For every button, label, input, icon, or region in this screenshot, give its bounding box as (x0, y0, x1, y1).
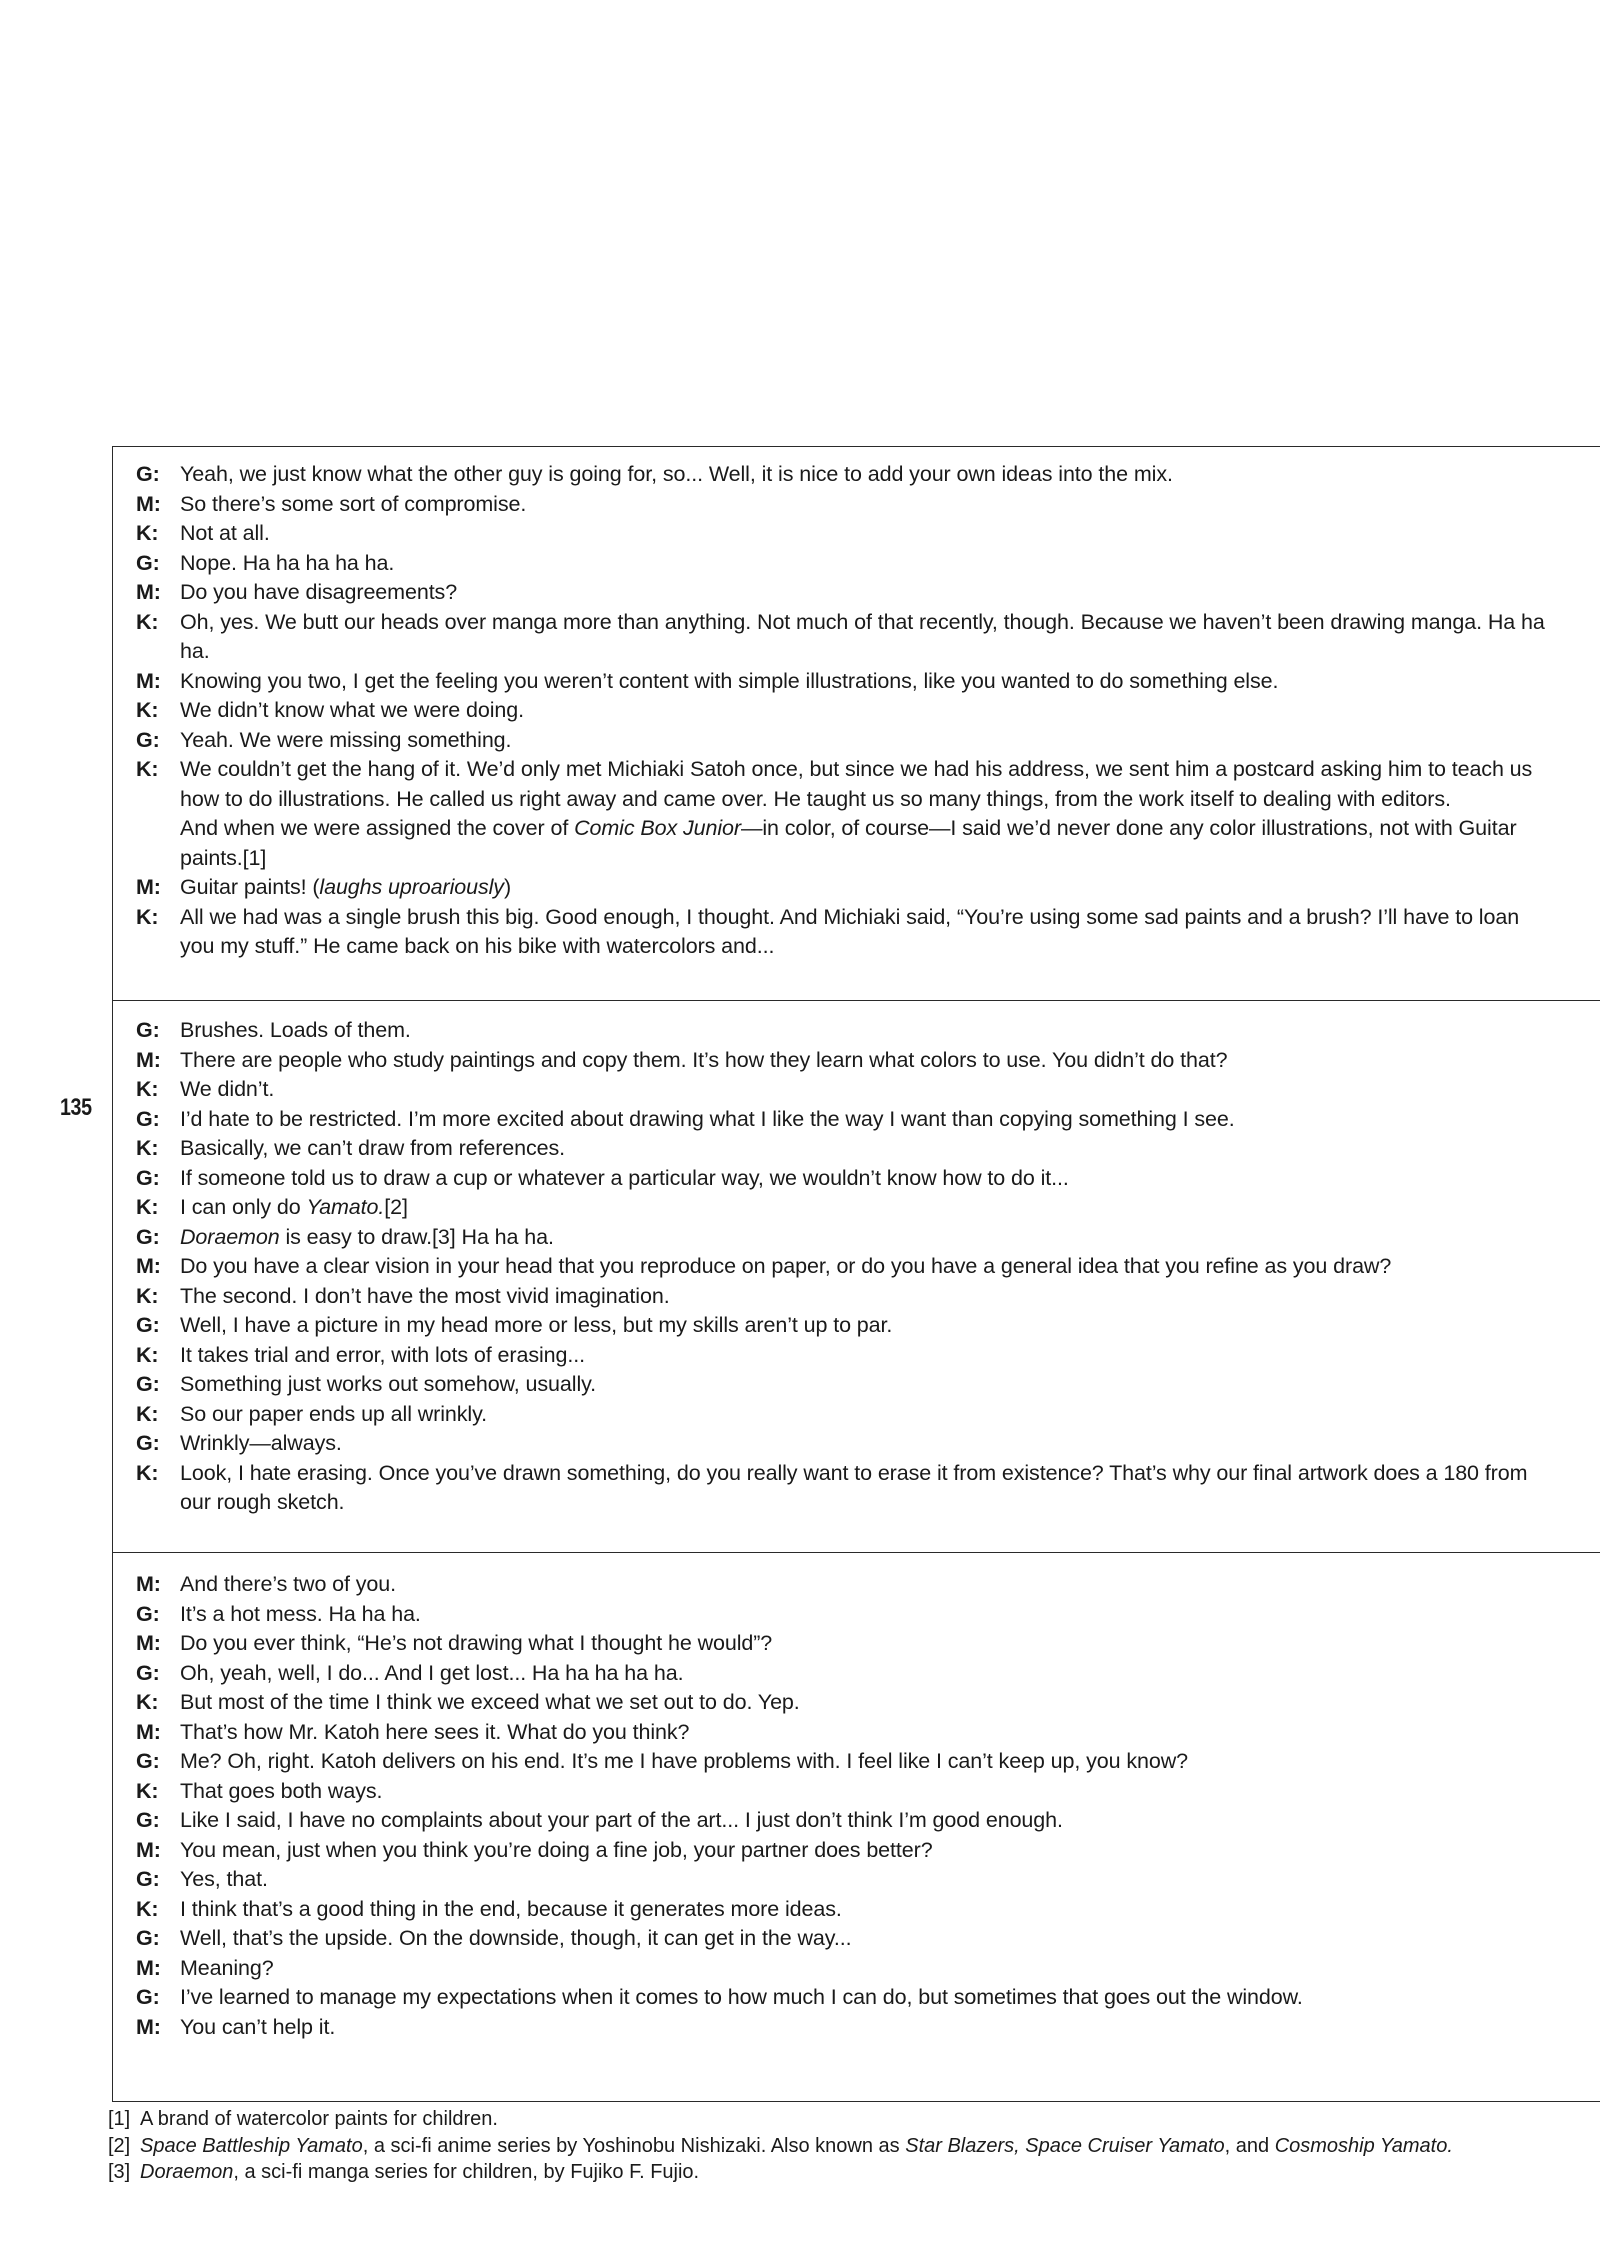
dialogue-text: If someone told us to draw a cup or whatever a particular way, we wouldn’t know how to do it... (180, 1165, 1069, 1190)
footnote-number: [2] (108, 2134, 131, 2157)
dialogue-text: Wrinkly—always. (180, 1431, 342, 1455)
dialogue-text: That goes both ways. (180, 1778, 383, 1803)
speaker-label: G: (136, 1749, 160, 1773)
dialogue-line (136, 1954, 1556, 1984)
speaker-label: K: (136, 1136, 159, 1160)
dialogue-text: We didn’t know what we were doing. (180, 698, 524, 722)
dialogue-text: Knowing you two, I get the feeling you weren’t content with simple illustrations, like you wanted to do something else. (180, 668, 1279, 693)
footnotes (108, 2106, 1568, 2186)
speaker-label: G: (136, 462, 160, 486)
dialogue-line (136, 1806, 1556, 1836)
speaker-label: M: (136, 875, 161, 899)
dialogue-text: Me? Oh, right. Katoh delivers on his end. It’s me I have problems with. I feel like I can’t keep up, you know? (180, 1749, 1188, 1773)
dialogue-text: Do you have disagreements? (180, 580, 458, 604)
dialogue-text: Do you have a clear vision in your head that you reproduce on paper, or do you have a general idea that you refine as you draw? (180, 1254, 1392, 1278)
speaker-label: M: (136, 580, 161, 604)
dialogue-line (136, 1659, 1556, 1689)
dialogue-line (136, 1016, 1556, 1046)
dialogue-text: Brushes. Loads of them. (180, 1018, 411, 1042)
speaker-label: M: (136, 668, 161, 693)
speaker-label: K: (136, 1778, 159, 1803)
speaker-label: G: (136, 1601, 160, 1626)
dialogue-line (136, 1836, 1556, 1866)
speaker-label: G: (136, 1808, 160, 1832)
footnote-number: [3] (108, 2161, 131, 2183)
dialogue-line (136, 2013, 1556, 2043)
dialogue-line (136, 1164, 1556, 1194)
speaker-label: M: (136, 1572, 161, 1596)
section-divider (112, 1552, 1600, 1553)
footnote (108, 2159, 1568, 2186)
speaker-label: K: (136, 1077, 159, 1101)
dialogue-line (136, 814, 1556, 873)
dialogue-text: That’s how Mr. Katoh here sees it. What do you think? (180, 1719, 690, 1744)
speaker-label: K: (136, 1401, 159, 1426)
dialogue-text: Oh, yeah, well, I do... And I get lost... Ha ha ha ha ha. (180, 1660, 684, 1685)
dialogue-line (136, 1075, 1556, 1105)
dialogue-line (136, 1046, 1556, 1076)
dialogue-line (136, 755, 1556, 814)
speaker-label: M: (136, 1719, 161, 1744)
dialogue-text: Like I said, I have no complaints about your part of the art... I just don’t think I’m good enough. (180, 1808, 1063, 1832)
dialogue-text: So our paper ends up all wrinkly. (180, 1401, 488, 1426)
dialogue-line (136, 873, 1556, 903)
dialogue-line (136, 903, 1556, 962)
dialogue-line (136, 1600, 1556, 1630)
dialogue-line (136, 549, 1556, 579)
dialogue-line (136, 578, 1556, 608)
dialogue-text: Do you ever think, “He’s not drawing what I thought he would”? (180, 1631, 773, 1655)
speaker-label: G: (136, 1660, 160, 1685)
speaker-label: M: (136, 1254, 161, 1278)
speaker-label: K: (136, 698, 159, 722)
speaker-label: K: (136, 904, 159, 929)
speaker-label: K: (136, 1896, 159, 1921)
dialogue-text: I’d hate to be restricted. I’m more excited about drawing what I like the way I want than copying something I see. (180, 1106, 1235, 1131)
speaker-label: M: (136, 2014, 161, 2039)
speaker-label: G: (136, 1165, 160, 1190)
speaker-label: M: (136, 1955, 161, 1980)
dialogue-text: Well, I have a picture in my head more or less, but my skills aren’t up to par. (180, 1313, 893, 1337)
dialogue-text: It takes trial and error, with lots of erasing... (180, 1342, 585, 1367)
dialogue-line (136, 696, 1556, 726)
dialogue-text: Well, that’s the upside. On the downside, though, it can get in the way... (180, 1926, 852, 1950)
footnote-text: Space Battleship Yamato, a sci-fi anime series by Yoshinobu Nishizaki. Also known as Star Blazers, Space Cruiser Yamato, and Cosmoship Yamato. (140, 2134, 1453, 2157)
speaker-label: G: (136, 1867, 160, 1891)
dialogue-text: The second. I don’t have the most vivid imagination. (180, 1283, 670, 1308)
speaker-label: G: (136, 1313, 160, 1337)
footnote-text: Doraemon, a sci-fi manga series for children, by Fujiko F. Fujio. (140, 2161, 700, 2183)
dialogue-text: We couldn’t get the hang of it. We’d only met Michiaki Satoh once, but since we had his address, we sent him a postcard asking him to teach us how to do illustrations. He called us right away and came over. He taught us so many things, from the work itself to dealing with editors. (180, 757, 1533, 811)
dialogue-line (136, 1688, 1556, 1718)
dialogue-line (136, 490, 1556, 520)
speaker-label: M: (136, 1837, 161, 1862)
dialogue-line (136, 519, 1556, 549)
speaker-label: K: (136, 521, 159, 545)
dialogue-text: Not at all. (180, 521, 270, 545)
dialogue-line (136, 1983, 1556, 2013)
footnote (108, 2133, 1568, 2160)
dialogue-line (136, 1895, 1556, 1925)
dialogue-line (136, 1105, 1556, 1135)
speaker-label: G: (136, 1985, 160, 2009)
speaker-label: K: (136, 1460, 159, 1485)
dialogue-line (136, 1924, 1556, 1954)
dialogue-line (136, 1570, 1556, 1600)
speaker-label: M: (136, 1047, 161, 1072)
dialogue-text: Yeah. We were missing something. (180, 727, 512, 752)
dialogue-text: It’s a hot mess. Ha ha ha. (180, 1601, 421, 1626)
speaker-label: G: (136, 1018, 160, 1042)
footnote-number: [1] (108, 2108, 131, 2130)
dialogue-text: Yeah, we just know what the other guy is going for, so... Well, it is nice to add your own ideas into the mix. (180, 462, 1173, 486)
dialogue-line (136, 726, 1556, 756)
dialogue-text: I think that’s a good thing in the end, because it generates more ideas. (180, 1896, 842, 1921)
speaker-label: G: (136, 727, 160, 752)
footnote-text: A brand of watercolor paints for children. (140, 2108, 498, 2130)
section-divider (112, 1000, 1600, 1001)
dialogue-line (136, 1865, 1556, 1895)
dialogue-line (136, 608, 1556, 667)
dialogue-text: Look, I hate erasing. Once you’ve drawn something, do you really want to erase it from existence? That’s why our final artwork does a 180 from our rough sketch. (180, 1460, 1528, 1514)
speaker-label: K: (136, 1342, 159, 1367)
speaker-label: K: (136, 1283, 159, 1308)
dialogue-text: Yes, that. (180, 1867, 268, 1891)
dialogue-line (136, 1747, 1556, 1777)
dialogue-line (136, 1429, 1556, 1459)
speaker-label: G: (136, 1224, 160, 1249)
dialogue-line (136, 1400, 1556, 1430)
dialogue-text: And there’s two of you. (180, 1572, 397, 1596)
dialogue-line (136, 1629, 1556, 1659)
speaker-label: M: (136, 491, 161, 516)
dialogue-text: Meaning? (180, 1955, 274, 1980)
dialogue-text: Nope. Ha ha ha ha ha. (180, 550, 395, 575)
dialogue-text: But most of the time I think we exceed what we set out to do. Yep. (180, 1690, 800, 1714)
dialogue-line (136, 1252, 1556, 1282)
dialogue-line (136, 1134, 1556, 1164)
interview-section-3 (136, 1570, 1556, 2042)
speaker-label: G: (136, 1106, 160, 1131)
speaker-label: G: (136, 550, 160, 575)
dialogue-text: I can only do Yamato.[2] (180, 1195, 408, 1219)
dialogue-line (136, 1459, 1556, 1518)
dialogue-text: Basically, we can’t draw from references. (180, 1136, 566, 1160)
dialogue-text: Doraemon is easy to draw.[3] Ha ha ha. (180, 1224, 554, 1249)
dialogue-text: And when we were assigned the cover of Comic Box Junior—in color, of course—I said we’d never done any color illustrations, not with Guitar paints.[1] (180, 816, 1517, 870)
speaker-label: G: (136, 1926, 160, 1950)
dialogue-text: You mean, just when you think you’re doing a fine job, your partner does better? (180, 1837, 933, 1862)
dialogue-line (136, 1777, 1556, 1807)
interview-section-1 (136, 460, 1556, 962)
dialogue-line (136, 667, 1556, 697)
dialogue-line (136, 1718, 1556, 1748)
speaker-label: G: (136, 1372, 160, 1396)
dialogue-line (136, 1193, 1556, 1223)
speaker-label: K: (136, 1690, 159, 1714)
dialogue-line (136, 1282, 1556, 1312)
dialogue-text: So there’s some sort of compromise. (180, 491, 527, 516)
speaker-label: K: (136, 1195, 159, 1219)
dialogue-text: I’ve learned to manage my expectations when it comes to how much I can do, but sometimes that goes out the window. (180, 1985, 1303, 2009)
speaker-label: K: (136, 757, 159, 781)
dialogue-line (136, 1311, 1556, 1341)
speaker-label: K: (136, 609, 159, 634)
dialogue-text: We didn’t. (180, 1077, 275, 1101)
dialogue-text: All we had was a single brush this big. Good enough, I thought. And Michiaki said, “You’re using some sad paints and a brush? I’ll have to loan you my stuff.” He came back on his bike with watercolors and... (180, 904, 1520, 958)
dialogue-line (136, 1370, 1556, 1400)
dialogue-text: You can’t help it. (180, 2014, 336, 2039)
dialogue-text: Guitar paints! (laughs uproariously) (180, 875, 512, 899)
dialogue-line (136, 460, 1556, 490)
footnote (108, 2106, 1568, 2133)
interview-section-2 (136, 1016, 1556, 1518)
dialogue-text: Oh, yes. We butt our heads over manga more than anything. Not much of that recently, though. Because we haven’t been drawing manga. Ha ha ha. (180, 609, 1545, 663)
dialogue-line (136, 1223, 1556, 1253)
dialogue-text: There are people who study paintings and copy them. It’s how they learn what colors to use. You didn’t do that? (180, 1047, 1228, 1072)
dialogue-line (136, 1341, 1556, 1371)
page-number: 135 (60, 1094, 92, 1121)
dialogue-text: Something just works out somehow, usually. (180, 1372, 597, 1396)
speaker-label: M: (136, 1631, 161, 1655)
speaker-label: G: (136, 1431, 160, 1455)
